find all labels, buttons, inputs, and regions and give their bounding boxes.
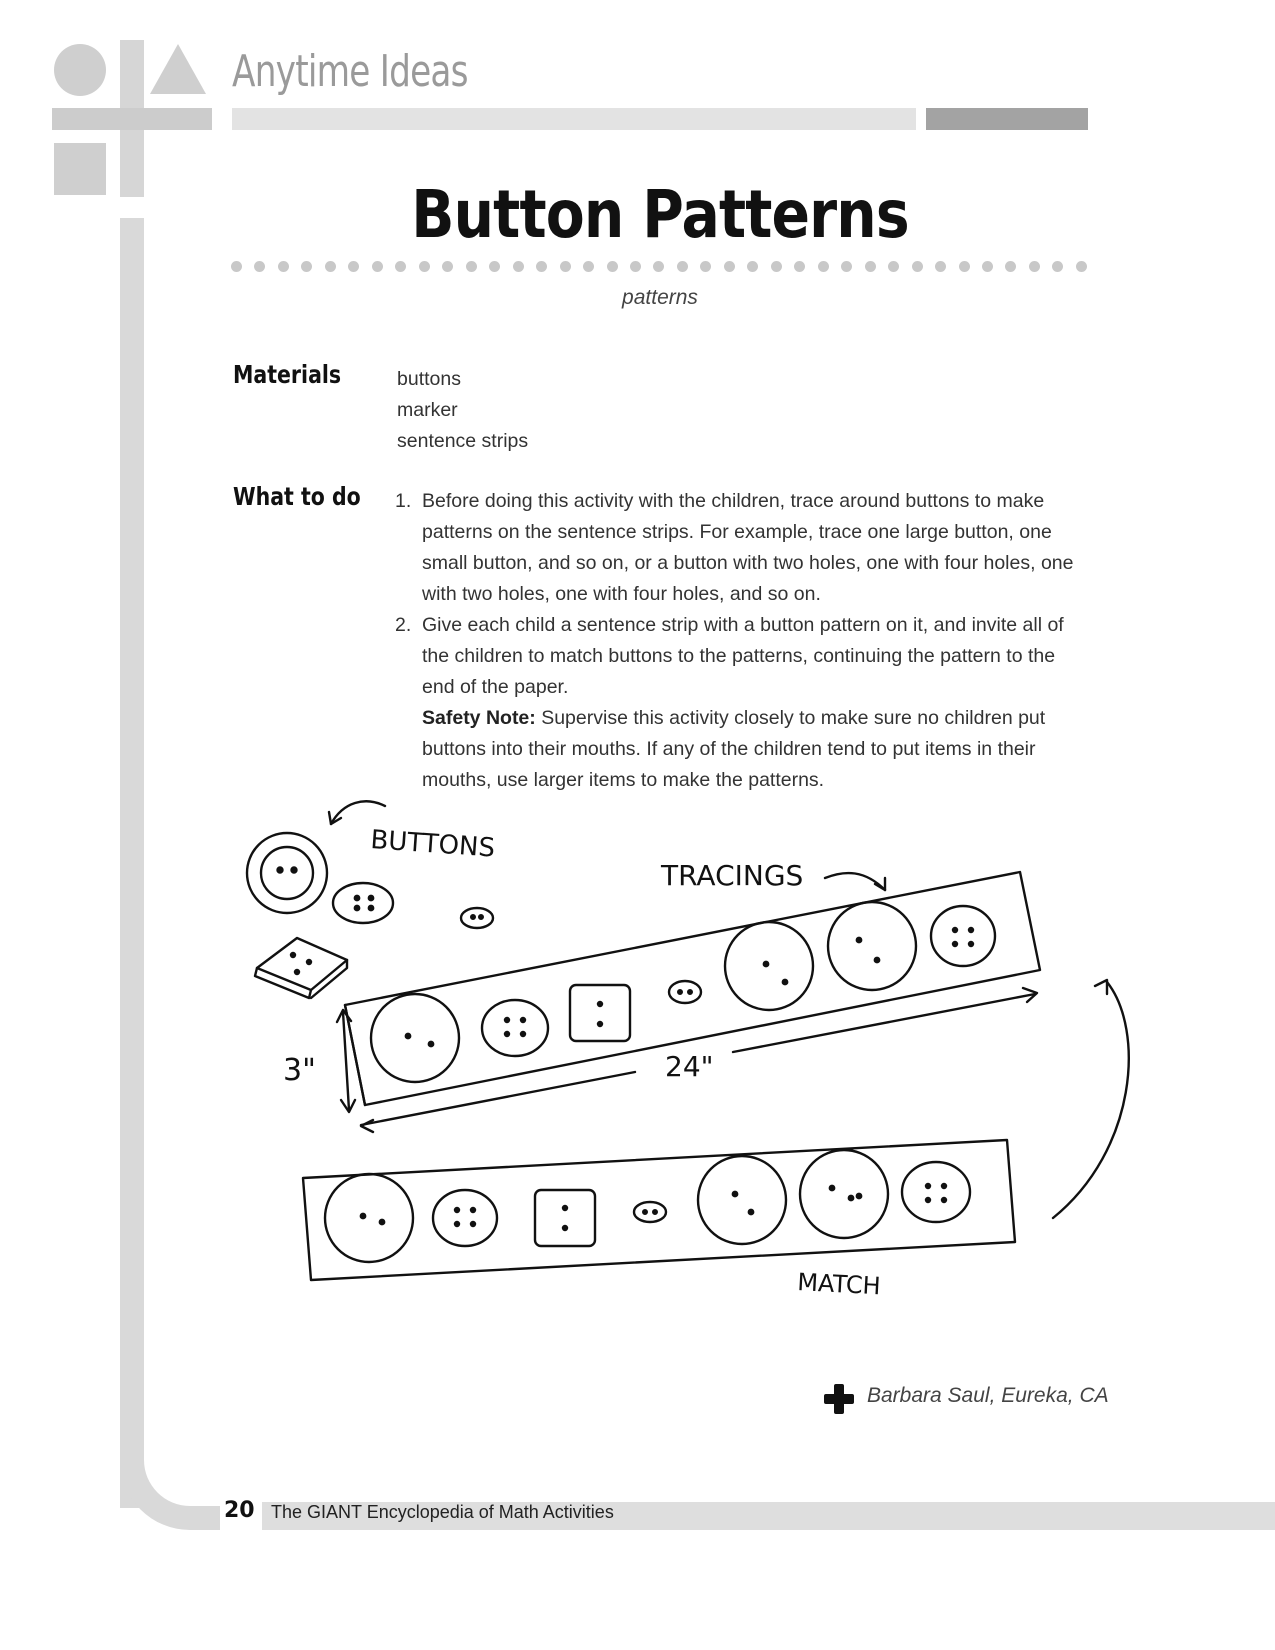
divider-dot bbox=[583, 261, 594, 272]
divider-dot bbox=[841, 261, 852, 272]
header-rule-light bbox=[232, 108, 916, 130]
divider-dot bbox=[771, 261, 782, 272]
divider-dot bbox=[865, 261, 876, 272]
step-item bbox=[395, 610, 1078, 796]
divider-dot bbox=[1052, 261, 1063, 272]
activity-subject: patterns bbox=[622, 286, 698, 309]
steps-list bbox=[395, 486, 1078, 796]
small-button bbox=[461, 908, 493, 928]
what-to-do-heading: What to do bbox=[233, 482, 361, 511]
header-rule-dark bbox=[926, 108, 1088, 130]
divider-dot bbox=[1029, 261, 1040, 272]
label-height: 3" bbox=[283, 1053, 316, 1088]
page-number: 20 bbox=[224, 1498, 255, 1523]
medium-button bbox=[333, 883, 393, 923]
button-patterns-illustration bbox=[225, 790, 1145, 1310]
divider-dot bbox=[395, 261, 406, 272]
bottom-sentence-strip bbox=[303, 1140, 1015, 1280]
divider-dot bbox=[959, 261, 970, 272]
step-number: 1. bbox=[395, 490, 412, 512]
divider-dot bbox=[818, 261, 829, 272]
step-text: Give each child a sentence strip with a button pattern on it, and invite all of the children to match buttons to the patterns, continuing the pattern to the end of the paper. bbox=[422, 614, 1064, 698]
materials-list bbox=[397, 364, 528, 457]
horizontal-bar bbox=[52, 108, 212, 130]
label-tracings: TRACINGS bbox=[661, 859, 804, 892]
materials-heading: Materials bbox=[233, 360, 342, 389]
step-text: Before doing this activity with the children, trace around buttons to make patterns on the sentence strips. For example, trace one large button, one small button, and so on, or a button with two holes, one with four holes, one with two holes, one with four holes, and so on. bbox=[422, 490, 1074, 605]
square-shape-icon bbox=[54, 143, 106, 195]
divider-dot bbox=[372, 261, 383, 272]
divider-dot bbox=[560, 261, 571, 272]
divider-dot bbox=[419, 261, 430, 272]
materials-item: sentence strips bbox=[397, 430, 529, 452]
divider-dot bbox=[677, 261, 688, 272]
divider-dot bbox=[254, 261, 265, 272]
divider-dot bbox=[630, 261, 641, 272]
divider-dot bbox=[724, 261, 735, 272]
divider-dot bbox=[325, 261, 336, 272]
divider-dot bbox=[912, 261, 923, 272]
divider-dot bbox=[278, 261, 289, 272]
activity-title: Button Patterns bbox=[411, 176, 909, 253]
divider-dot bbox=[466, 261, 477, 272]
large-button bbox=[247, 833, 327, 913]
divider-dot bbox=[747, 261, 758, 272]
divider-dot bbox=[536, 261, 547, 272]
section-label: Anytime Ideas bbox=[232, 46, 468, 97]
materials-item: buttons bbox=[397, 368, 461, 390]
materials-item: marker bbox=[397, 399, 458, 421]
label-buttons: BUTTONS bbox=[369, 825, 496, 864]
circle-shape-icon bbox=[54, 44, 106, 96]
label-length: 24" bbox=[665, 1050, 714, 1083]
divider-dot bbox=[607, 261, 618, 272]
divider-dot bbox=[888, 261, 899, 272]
divider-dot bbox=[794, 261, 805, 272]
divider-dot bbox=[1076, 261, 1087, 272]
divider-dot bbox=[231, 261, 242, 272]
label-match: MATCH bbox=[796, 1268, 882, 1301]
safety-note-label: Safety Note: bbox=[422, 707, 536, 729]
divider-dot bbox=[935, 261, 946, 272]
divider-dot bbox=[348, 261, 359, 272]
divider-dot bbox=[513, 261, 524, 272]
plus-icon bbox=[824, 1384, 854, 1414]
divider-dot bbox=[301, 261, 312, 272]
divider-dot bbox=[442, 261, 453, 272]
safety-note-text: Supervise this activity closely to make sure no children put buttons into their mouths. If any of the children tend to put items in their mouths, use larger items to make the patterns. bbox=[422, 707, 1046, 791]
step-number: 2. bbox=[395, 614, 412, 636]
step-item bbox=[395, 486, 1078, 610]
dotted-divider bbox=[231, 261, 1087, 272]
book-title: The GIANT Encyclopedia of Math Activities bbox=[271, 1502, 614, 1522]
divider-dot bbox=[1005, 261, 1016, 272]
credit-author: Barbara Saul, Eureka, CA bbox=[867, 1384, 1109, 1407]
divider-dot bbox=[653, 261, 664, 272]
divider-dot bbox=[982, 261, 993, 272]
divider-dot bbox=[700, 261, 711, 272]
divider-dot bbox=[489, 261, 500, 272]
page-border-corner bbox=[120, 1460, 220, 1530]
page-border-left bbox=[120, 218, 144, 1508]
triangle-shape-icon bbox=[150, 44, 206, 94]
